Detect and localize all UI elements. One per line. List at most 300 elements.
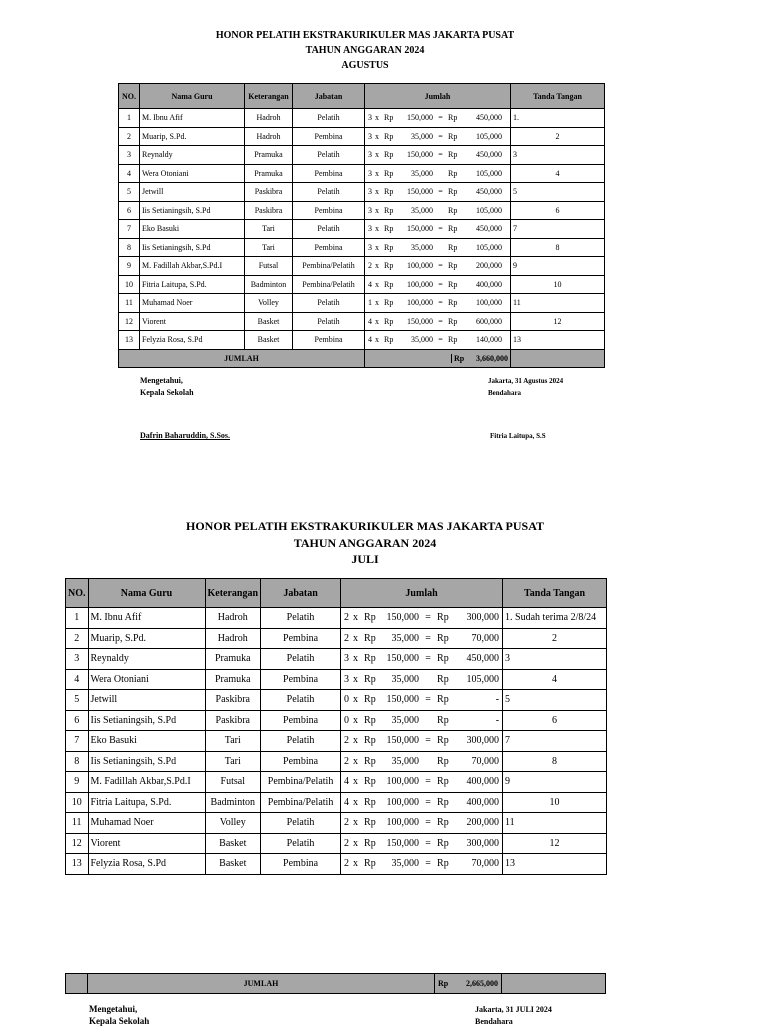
cell-jabatan: Pelatih bbox=[261, 649, 341, 670]
cell-rp-2: Rp bbox=[437, 796, 449, 808]
cell-jabatan: Pembina bbox=[293, 238, 365, 257]
cell-jabatan: Pembina bbox=[293, 201, 365, 220]
sig2-left-label-2: Kepala Sekolah bbox=[89, 1016, 150, 1026]
cell-no: 11 bbox=[119, 294, 140, 313]
header-tanda-tangan: Tanda Tangan bbox=[511, 84, 605, 109]
cell-jumlah bbox=[365, 220, 511, 239]
cell-tanda-tangan: 7 bbox=[503, 731, 607, 752]
cell-times: x bbox=[375, 131, 379, 141]
cell-tanda-tangan: 10 bbox=[503, 792, 607, 813]
cell-jabatan: Pelatih bbox=[261, 608, 341, 629]
cell-total: - bbox=[495, 694, 500, 706]
cell-total: 200,000 bbox=[476, 261, 502, 271]
cell-nama-guru: Fitria Laitupa, S.Pd. bbox=[88, 792, 205, 813]
cell-jumlah bbox=[341, 772, 503, 793]
cell-jumlah bbox=[365, 183, 511, 202]
cell-jabatan: Pembina bbox=[261, 628, 341, 649]
cell-keterangan: Badminton bbox=[205, 792, 261, 813]
cell-rp-2: Rp bbox=[448, 279, 458, 289]
cell-equals: = bbox=[438, 131, 443, 141]
table-row bbox=[66, 608, 607, 629]
cell-total: 105,000 bbox=[476, 131, 502, 141]
cell-nama-guru: Eko Basuki bbox=[88, 731, 205, 752]
cell-rp: Rp bbox=[364, 817, 376, 829]
cell-no: 6 bbox=[66, 710, 89, 731]
cell-times: x bbox=[353, 673, 359, 685]
table-row bbox=[66, 813, 607, 834]
cell-no: 3 bbox=[66, 649, 89, 670]
total-amount bbox=[365, 349, 511, 368]
cell-total: 400,000 bbox=[466, 776, 500, 788]
cell-keterangan: Basket bbox=[245, 331, 293, 350]
cell-jumlah bbox=[365, 257, 511, 276]
table-row bbox=[119, 201, 605, 220]
cell-no: 8 bbox=[66, 751, 89, 772]
sig2-right-label-1: Jakarta, 31 JULI 2024 bbox=[475, 1005, 552, 1014]
sig2-left-label-1: Mengetahui, bbox=[89, 1004, 138, 1014]
header-no: NO. bbox=[66, 579, 89, 608]
cell-times: x bbox=[375, 224, 379, 234]
cell-qty: 2 bbox=[344, 735, 350, 747]
cell-equals: = bbox=[425, 837, 431, 849]
total-sign-empty bbox=[502, 974, 606, 994]
cell-tanda-tangan: 7 bbox=[511, 220, 605, 239]
cell-no: 5 bbox=[66, 690, 89, 711]
table-row bbox=[66, 772, 607, 793]
cell-rp: Rp bbox=[384, 168, 394, 178]
cell-rp-2: Rp bbox=[448, 205, 458, 215]
cell-rate: 100,000 bbox=[386, 796, 420, 808]
cell-equals: = bbox=[438, 335, 443, 345]
cell-jabatan: Pembina bbox=[293, 331, 365, 350]
cell-times: x bbox=[353, 858, 359, 870]
cell-times: x bbox=[353, 817, 359, 829]
cell-equals: = bbox=[438, 298, 443, 308]
cell-rp: Rp bbox=[384, 205, 394, 215]
cell-nama-guru: Reynaldy bbox=[140, 146, 245, 165]
cell-rp: Rp bbox=[384, 224, 394, 234]
cell-nama-guru: Iis Setianingsih, S.Pd bbox=[88, 710, 205, 731]
cell-total: 70,000 bbox=[471, 858, 500, 870]
cell-nama-guru: Iis Setianingsih, S.Pd bbox=[140, 201, 245, 220]
cell-total: 105,000 bbox=[476, 168, 502, 178]
cell-total: 105,000 bbox=[466, 673, 500, 685]
title-1-line-2: TAHUN ANGGARAN 2024 bbox=[305, 45, 425, 56]
sig2-right-label-2: Bendahara bbox=[475, 1017, 513, 1026]
cell-nama-guru: Iis Setianingsih, S.Pd bbox=[88, 751, 205, 772]
cell-rp-2: Rp bbox=[448, 316, 458, 326]
honor-table-juli bbox=[65, 578, 607, 875]
header-tanda-tangan: Tanda Tangan bbox=[503, 579, 607, 608]
cell-tanda-tangan: 6 bbox=[511, 201, 605, 220]
cell-no: 4 bbox=[119, 164, 140, 183]
cell-jabatan: Pelatih bbox=[293, 312, 365, 331]
cell-equals: = bbox=[438, 316, 443, 326]
cell-total: 400,000 bbox=[476, 279, 502, 289]
cell-rp: Rp bbox=[384, 316, 394, 326]
cell-jabatan: Pelatih bbox=[293, 183, 365, 202]
total-value: 3,660,000 bbox=[476, 353, 508, 363]
cell-nama-guru: M. Ibnu Afif bbox=[140, 109, 245, 128]
cell-nama-guru: Muarip, S.Pd. bbox=[140, 127, 245, 146]
cell-jumlah bbox=[365, 312, 511, 331]
cell-jabatan: Pembina bbox=[261, 710, 341, 731]
cell-rate: 150,000 bbox=[407, 113, 433, 123]
cell-qty: 3 bbox=[368, 113, 372, 123]
cell-keterangan: Pramuka bbox=[245, 146, 293, 165]
cell-rate: 35,000 bbox=[411, 242, 433, 252]
cell-tanda-tangan: 4 bbox=[511, 164, 605, 183]
table-row bbox=[119, 183, 605, 202]
cell-rp-2: Rp bbox=[437, 858, 449, 870]
table-row bbox=[66, 854, 607, 875]
cell-rate: 100,000 bbox=[386, 817, 420, 829]
sig-left-name: Dafrin Baharuddin, S.Sos. bbox=[140, 431, 231, 440]
cell-total: 450,000 bbox=[476, 224, 502, 234]
cell-no: 6 bbox=[119, 201, 140, 220]
cell-qty: 1 bbox=[368, 298, 372, 308]
cell-rate: 35,000 bbox=[391, 714, 420, 726]
cell-qty: 2 bbox=[344, 755, 350, 767]
cell-keterangan: Tari bbox=[245, 220, 293, 239]
cell-keterangan: Futsal bbox=[245, 257, 293, 276]
cell-keterangan: Tari bbox=[205, 751, 261, 772]
cell-total: 105,000 bbox=[476, 242, 502, 252]
cell-nama-guru: Viorent bbox=[88, 833, 205, 854]
cell-rate: 35,000 bbox=[411, 335, 433, 345]
cell-rp: Rp bbox=[384, 242, 394, 252]
cell-rp-2: Rp bbox=[448, 298, 458, 308]
cell-equals: = bbox=[425, 796, 431, 808]
cell-total: 105,000 bbox=[476, 205, 502, 215]
cell-qty: 3 bbox=[368, 205, 372, 215]
cell-keterangan: Badminton bbox=[245, 275, 293, 294]
cell-total: - bbox=[495, 714, 500, 726]
cell-rate: 100,000 bbox=[407, 261, 433, 271]
cell-keterangan: Basket bbox=[245, 312, 293, 331]
cell-qty: 2 bbox=[344, 858, 350, 870]
cell-jumlah bbox=[365, 294, 511, 313]
table-row bbox=[66, 669, 607, 690]
cell-jumlah bbox=[341, 731, 503, 752]
cell-nama-guru: Felyzia Rosa, S.Pd bbox=[88, 854, 205, 875]
cell-jumlah bbox=[365, 127, 511, 146]
cell-total: 300,000 bbox=[466, 735, 500, 747]
cell-qty: 3 bbox=[368, 150, 372, 160]
header-keterangan: Keterangan bbox=[245, 84, 293, 109]
cell-jumlah bbox=[365, 164, 511, 183]
cell-nama-guru: Muarip, S.Pd. bbox=[88, 628, 205, 649]
cell-total: 450,000 bbox=[476, 187, 502, 197]
total-label: JUMLAH bbox=[88, 974, 435, 994]
cell-jabatan: Pembina bbox=[293, 127, 365, 146]
cell-rp: Rp bbox=[384, 335, 394, 345]
cell-no: 13 bbox=[66, 854, 89, 875]
cell-rp: Rp bbox=[364, 612, 376, 624]
total-label: JUMLAH bbox=[119, 349, 365, 368]
table-row bbox=[119, 109, 605, 128]
cell-rp-2: Rp bbox=[448, 335, 458, 345]
cell-times: x bbox=[353, 653, 359, 665]
cell-nama-guru: Wera Otoniani bbox=[140, 164, 245, 183]
cell-nama-guru: Wera Otoniani bbox=[88, 669, 205, 690]
header-nama-guru: Nama Guru bbox=[140, 84, 245, 109]
cell-jabatan: Pelatih bbox=[261, 833, 341, 854]
cell-rate: 150,000 bbox=[386, 694, 420, 706]
cell-keterangan: Hadroh bbox=[245, 109, 293, 128]
cell-tanda-tangan: 3 bbox=[511, 146, 605, 165]
cell-total: 200,000 bbox=[466, 817, 500, 829]
cell-rp-2: Rp bbox=[437, 817, 449, 829]
cell-no: 2 bbox=[66, 628, 89, 649]
cell-total: 450,000 bbox=[476, 150, 502, 160]
cell-tanda-tangan: 13 bbox=[503, 854, 607, 875]
cell-qty: 2 bbox=[344, 612, 350, 624]
cell-nama-guru: Muhamad Noer bbox=[140, 294, 245, 313]
cell-tanda-tangan: 12 bbox=[503, 833, 607, 854]
cell-rp-2: Rp bbox=[437, 673, 449, 685]
cell-rate: 100,000 bbox=[386, 776, 420, 788]
table-row bbox=[119, 331, 605, 350]
cell-equals: = bbox=[425, 735, 431, 747]
cell-qty: 3 bbox=[368, 224, 372, 234]
cell-rate: 100,000 bbox=[407, 279, 433, 289]
cell-rp-2: Rp bbox=[448, 113, 458, 123]
cell-tanda-tangan: 5 bbox=[503, 690, 607, 711]
cell-keterangan: Tari bbox=[205, 731, 261, 752]
cell-times: x bbox=[353, 755, 359, 767]
cell-rate: 35,000 bbox=[391, 632, 420, 644]
cell-no: 9 bbox=[66, 772, 89, 793]
cell-jumlah bbox=[365, 275, 511, 294]
total-amount bbox=[435, 974, 502, 994]
cell-tanda-tangan: 4 bbox=[503, 669, 607, 690]
cell-tanda-tangan: 11 bbox=[511, 294, 605, 313]
title-2-line-2: TAHUN ANGGARAN 2024 bbox=[293, 536, 437, 550]
cell-times: x bbox=[375, 279, 379, 289]
cell-rp-2: Rp bbox=[448, 242, 458, 252]
cell-times: x bbox=[375, 316, 379, 326]
cell-total: 100,000 bbox=[476, 298, 502, 308]
table-row bbox=[66, 710, 607, 731]
cell-qty: 0 bbox=[344, 694, 350, 706]
cell-qty: 4 bbox=[368, 335, 372, 345]
cell-qty: 3 bbox=[368, 131, 372, 141]
sig-right-name: Fitria Laitupa, S.S bbox=[490, 432, 546, 440]
cell-rate: 35,000 bbox=[411, 131, 433, 141]
cell-rp: Rp bbox=[364, 632, 376, 644]
table-row bbox=[119, 312, 605, 331]
cell-no: 5 bbox=[119, 183, 140, 202]
cell-no: 11 bbox=[66, 813, 89, 834]
table-row bbox=[66, 649, 607, 670]
cell-tanda-tangan: 12 bbox=[511, 312, 605, 331]
cell-times: x bbox=[375, 242, 379, 252]
cell-rp-2: Rp bbox=[437, 776, 449, 788]
cell-equals: = bbox=[425, 632, 431, 644]
cell-rp: Rp bbox=[364, 776, 376, 788]
cell-equals: = bbox=[438, 261, 443, 271]
cell-no: 1 bbox=[66, 608, 89, 629]
cell-nama-guru: Jetwill bbox=[88, 690, 205, 711]
cell-rp-2: Rp bbox=[437, 714, 449, 726]
cell-jumlah bbox=[341, 813, 503, 834]
cell-jabatan: Pelatih bbox=[293, 109, 365, 128]
cell-jabatan: Pelatih bbox=[293, 220, 365, 239]
cell-rp: Rp bbox=[364, 796, 376, 808]
cell-jumlah bbox=[341, 854, 503, 875]
table-row bbox=[66, 690, 607, 711]
cell-equals: = bbox=[438, 187, 443, 197]
table-body bbox=[119, 109, 605, 350]
cell-no: 1 bbox=[119, 109, 140, 128]
cell-jabatan: Pelatih bbox=[261, 731, 341, 752]
cell-rp: Rp bbox=[364, 735, 376, 747]
cell-nama-guru: Felyzia Rosa, S.Pd bbox=[140, 331, 245, 350]
total-row bbox=[119, 349, 605, 368]
table-header-row bbox=[66, 579, 607, 608]
cell-keterangan: Hadroh bbox=[205, 628, 261, 649]
table-row bbox=[66, 833, 607, 854]
cell-keterangan: Pramuka bbox=[205, 649, 261, 670]
cell-keterangan: Futsal bbox=[205, 772, 261, 793]
cell-nama-guru: Eko Basuki bbox=[140, 220, 245, 239]
cell-jabatan: Pembina/Pelatih bbox=[293, 275, 365, 294]
cell-no: 3 bbox=[119, 146, 140, 165]
cell-qty: 3 bbox=[368, 187, 372, 197]
header-keterangan: Keterangan bbox=[205, 579, 261, 608]
title-2-line-1: HONOR PELATIH EKSTRAKURIKULER MAS JAKARTA PUSAT bbox=[186, 519, 544, 533]
cell-keterangan: Basket bbox=[205, 854, 261, 875]
sig-left-label-2: Kepala Sekolah bbox=[140, 388, 194, 397]
cell-tanda-tangan: 1. bbox=[511, 109, 605, 128]
cell-rate: 100,000 bbox=[407, 298, 433, 308]
cell-rate: 150,000 bbox=[386, 837, 420, 849]
cell-total: 300,000 bbox=[466, 837, 500, 849]
cell-tanda-tangan: 2 bbox=[503, 628, 607, 649]
cell-times: x bbox=[375, 113, 379, 123]
cell-rp: Rp bbox=[384, 279, 394, 289]
total-rp: Rp bbox=[451, 354, 468, 363]
cell-qty: 2 bbox=[368, 261, 372, 271]
cell-rate: 35,000 bbox=[391, 755, 420, 767]
cell-jabatan: Pembina bbox=[261, 854, 341, 875]
cell-jumlah bbox=[341, 649, 503, 670]
cell-keterangan: Pramuka bbox=[245, 164, 293, 183]
cell-nama-guru: Muhamad Noer bbox=[88, 813, 205, 834]
cell-rate: 150,000 bbox=[407, 187, 433, 197]
cell-keterangan: Paskibra bbox=[245, 183, 293, 202]
cell-nama-guru: Jetwill bbox=[140, 183, 245, 202]
cell-rp: Rp bbox=[364, 755, 376, 767]
cell-rp-2: Rp bbox=[448, 131, 458, 141]
cell-times: x bbox=[353, 632, 359, 644]
cell-qty: 3 bbox=[344, 673, 350, 685]
cell-keterangan: Paskibra bbox=[245, 201, 293, 220]
cell-nama-guru: Reynaldy bbox=[88, 649, 205, 670]
cell-rp: Rp bbox=[364, 858, 376, 870]
cell-jumlah bbox=[365, 238, 511, 257]
table-row bbox=[119, 238, 605, 257]
cell-rp-2: Rp bbox=[437, 612, 449, 624]
cell-rp: Rp bbox=[384, 150, 394, 160]
cell-rate: 150,000 bbox=[407, 316, 433, 326]
cell-no: 2 bbox=[119, 127, 140, 146]
cell-rp: Rp bbox=[384, 131, 394, 141]
cell-rp: Rp bbox=[384, 187, 394, 197]
cell-qty: 3 bbox=[344, 653, 350, 665]
cell-no: 12 bbox=[119, 312, 140, 331]
cell-jabatan: Pembina/Pelatih bbox=[293, 257, 365, 276]
cell-times: x bbox=[375, 168, 379, 178]
cell-rp-2: Rp bbox=[437, 653, 449, 665]
cell-rp: Rp bbox=[364, 837, 376, 849]
cell-jabatan: Pelatih bbox=[261, 690, 341, 711]
cell-rp-2: Rp bbox=[437, 837, 449, 849]
cell-equals: = bbox=[425, 858, 431, 870]
cell-times: x bbox=[353, 837, 359, 849]
cell-total: 600,000 bbox=[476, 316, 502, 326]
cell-rp: Rp bbox=[364, 714, 376, 726]
cell-equals: = bbox=[425, 653, 431, 665]
cell-qty: 3 bbox=[368, 242, 372, 252]
cell-total: 450,000 bbox=[466, 653, 500, 665]
cell-equals: = bbox=[438, 113, 443, 123]
cell-qty: 2 bbox=[344, 817, 350, 829]
cell-qty: 0 bbox=[344, 714, 350, 726]
sig-left-label-1: Mengetahui, bbox=[140, 376, 183, 385]
cell-tanda-tangan: 11 bbox=[503, 813, 607, 834]
cell-equals: = bbox=[438, 279, 443, 289]
cell-jumlah bbox=[365, 201, 511, 220]
cell-rp: Rp bbox=[364, 673, 376, 685]
cell-tanda-tangan: 8 bbox=[503, 751, 607, 772]
cell-keterangan: Paskibra bbox=[205, 690, 261, 711]
cell-rate: 35,000 bbox=[411, 205, 433, 215]
cell-tanda-tangan: 6 bbox=[503, 710, 607, 731]
cell-rp-2: Rp bbox=[448, 261, 458, 271]
cell-nama-guru: Iis Setianingsih, S.Pd bbox=[140, 238, 245, 257]
cell-rate: 150,000 bbox=[407, 150, 433, 160]
cell-qty: 4 bbox=[368, 316, 372, 326]
table-row bbox=[66, 792, 607, 813]
cell-jumlah bbox=[341, 669, 503, 690]
cell-times: x bbox=[353, 796, 359, 808]
cell-times: x bbox=[375, 298, 379, 308]
cell-times: x bbox=[353, 612, 359, 624]
cell-total: 70,000 bbox=[471, 755, 500, 767]
table-row bbox=[119, 275, 605, 294]
cell-jumlah bbox=[341, 792, 503, 813]
cell-times: x bbox=[353, 776, 359, 788]
cell-total: 70,000 bbox=[471, 632, 500, 644]
cell-no: 10 bbox=[119, 275, 140, 294]
cell-rp: Rp bbox=[384, 113, 394, 123]
cell-equals: = bbox=[438, 150, 443, 160]
cell-jumlah bbox=[341, 710, 503, 731]
cell-rate: 150,000 bbox=[386, 735, 420, 747]
cell-times: x bbox=[353, 735, 359, 747]
cell-keterangan: Hadroh bbox=[205, 608, 261, 629]
cell-rp-2: Rp bbox=[437, 755, 449, 767]
title-2-line-3: JULI bbox=[351, 552, 379, 566]
cell-total: 400,000 bbox=[466, 796, 500, 808]
cell-qty: 4 bbox=[368, 279, 372, 289]
cell-rp-2: Rp bbox=[437, 694, 449, 706]
table-row bbox=[119, 146, 605, 165]
cell-tanda-tangan: 9 bbox=[503, 772, 607, 793]
cell-tanda-tangan: 8 bbox=[511, 238, 605, 257]
